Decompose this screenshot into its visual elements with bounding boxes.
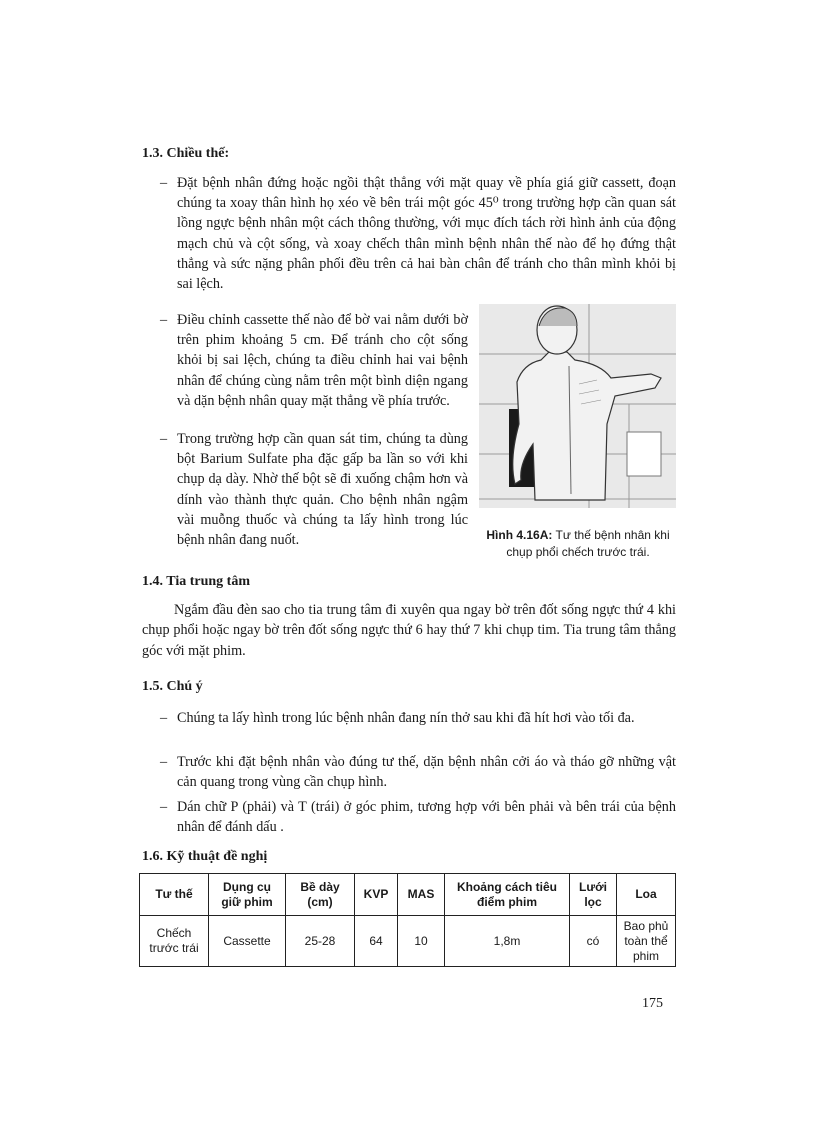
patient-position-drawing xyxy=(479,304,676,508)
table-header: Dụng cụ giữ phim xyxy=(209,874,286,916)
section-heading-1-6: 1.6. Kỹ thuật đề nghị xyxy=(142,849,268,864)
paragraph-text: Ngắm đầu đèn sao cho tia trung tâm đi xuyên qua ngay bờ trên đốt sống ngực thứ 4 khi chụp phổi hoặc ngay bờ trên đốt sống ngực thứ 6 hay thứ 7 khi chụp tim. Tia trung tâm thẳng góc với mặt phim. xyxy=(142,602,676,659)
table-cell: 10 xyxy=(398,916,445,967)
bullet-text: Đặt bệnh nhân đứng hoặc ngồi thật thẳng với mặt quay về phía giá giữ cassett, đoạn chúng ta xoay thân hình họ xéo về bên trái một góc 45⁰ trong trường hợp cần quan sát lồng ngực bệnh nhân một cách thông thường, với mục đích tách rời hình ảnh của động mạch chủ và cột sống, và xoay chếch thân mình bệnh nhân thế nào để họ đứng thật thẳng và sức nặng phân phối đều trên cả hai bàn chân để tránh cho thân mình khỏi bị sai lệch. xyxy=(177,175,676,293)
bullet-dash: – xyxy=(160,175,168,191)
figure-label: Hình 4.16A: xyxy=(486,528,553,542)
table-header: KVP xyxy=(355,874,398,916)
page-number: 175 xyxy=(642,996,663,1011)
table-cell: 25-28 xyxy=(286,916,355,967)
bullet-text: Dán chữ P (phải) và T (trái) ở góc phim, tương hợp với bên phải và bên trái của bệnh nhân để đánh dấu . xyxy=(177,799,676,836)
bullet-dash: – xyxy=(160,312,168,328)
list-item xyxy=(160,752,676,792)
table-header: Tư thế xyxy=(140,874,209,916)
table-cell: Chếch trước trái xyxy=(140,916,209,967)
bullet-dash: – xyxy=(160,710,168,726)
table-header: Khoảng cách tiêu điểm phim xyxy=(445,874,570,916)
list-item xyxy=(160,429,468,550)
table-header: Loa xyxy=(617,874,676,916)
section-heading-1-5: 1.5. Chú ý xyxy=(142,679,203,694)
section-heading-1-3: 1.3. Chiều thế: xyxy=(142,146,230,161)
table-row xyxy=(140,916,676,967)
table-cell: 1,8m xyxy=(445,916,570,967)
table-cell: 64 xyxy=(355,916,398,967)
bullet-text: Điều chỉnh cassette thế nào để bờ vai nằm dưới bờ trên phim khoảng 5 cm. Để tránh cho cột sống khỏi bị sai lệch, chúng ta điều chỉnh hai vai bệnh nhân để chúng cùng nằm trên một bình diện ngang và dặn bệnh nhân quay mặt thẳng về phía trước. xyxy=(177,312,468,409)
bullet-dash: – xyxy=(160,754,168,770)
bullet-text: Chúng ta lấy hình trong lúc bệnh nhân đang nín thở sau khi đã hít hơi vào tối đa. xyxy=(177,710,635,726)
figure-caption xyxy=(476,527,680,561)
table-cell: Cassette xyxy=(209,916,286,967)
list-item xyxy=(160,310,468,411)
list-item xyxy=(160,708,676,728)
table-cell: có xyxy=(570,916,617,967)
list-item xyxy=(160,173,676,294)
table-header: MAS xyxy=(398,874,445,916)
table-header: Bề dày (cm) xyxy=(286,874,355,916)
section-heading-1-4: 1.4. Tia trung tâm xyxy=(142,574,250,589)
paragraph xyxy=(142,600,676,661)
technique-table xyxy=(139,873,676,967)
table-header: Lưới lọc xyxy=(570,874,617,916)
table-cell: Bao phủ toàn thể phim xyxy=(617,916,676,967)
bullet-dash: – xyxy=(160,431,168,447)
table-header-row xyxy=(140,874,676,916)
figure-caption-text: Tư thế bệnh nhân khi chụp phổi chếch trước trái. xyxy=(506,528,670,559)
list-item xyxy=(160,797,676,837)
figure-patient-illustration xyxy=(479,304,676,508)
bullet-text: Trước khi đặt bệnh nhân vào đúng tư thế, dặn bệnh nhân cởi áo và tháo gỡ những vật cản quang trong vùng cần chụp hình. xyxy=(177,754,676,791)
bullet-dash: – xyxy=(160,799,168,815)
bullet-text: Trong trường hợp cần quan sát tim, chúng ta dùng bột Barium Sulfate pha đặc gấp ba lần so với khi chụp dạ dày. Nhờ thế bột sẽ đi xuống chậm hơn và dính vào thành thực quản. Cho bệnh nhân ngậm vài muỗng thuốc và chúng ta lấy hình trong lúc bệnh nhân đang nuốt. xyxy=(177,431,468,549)
